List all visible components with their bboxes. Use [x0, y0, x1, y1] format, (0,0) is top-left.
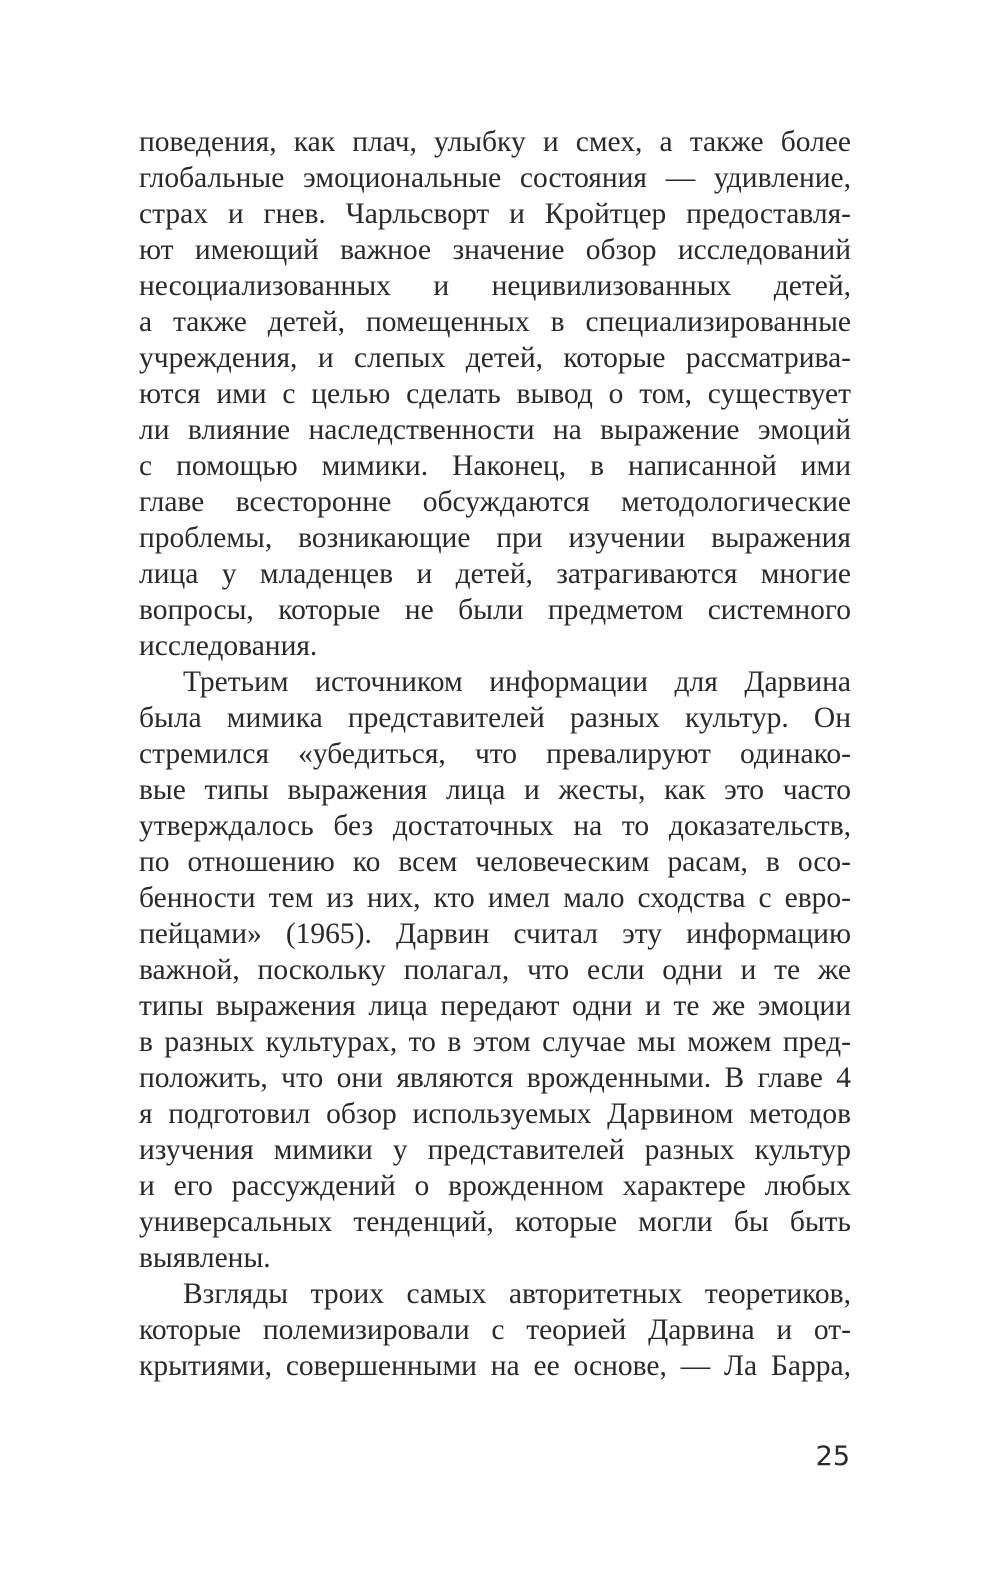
text-line: положить, что они являются врожденными. В главе 4 [139, 1062, 851, 1094]
text-line: лица у младенцев и детей, затрагиваются многие [139, 558, 851, 590]
paragraph-1 [139, 124, 851, 664]
text-line: была мимика представителей разных культур. Он [139, 702, 851, 734]
text-line: которые полемизировали с теорией Дарвина и от- [139, 1314, 851, 1346]
text-line: пейцами» (1965). Дарвин считал эту информацию [139, 918, 851, 950]
text-line: ли влияние наследственности на выражение эмоций [139, 414, 851, 446]
page-number: 25 [815, 1441, 850, 1472]
text-line: а также детей, помещенных в специализированные [139, 306, 851, 338]
paragraph-2 [139, 664, 851, 1276]
text-line: выявлены. [139, 1242, 271, 1274]
text-line: глобальные эмоциональные состояния — удивление, [139, 162, 851, 194]
text-line: поведения, как плач, улыбку и смех, а также более [139, 126, 851, 158]
text-line: несоциализованных и нецивилизованных детей, [139, 270, 851, 302]
paragraph-3 [139, 1276, 851, 1384]
text-line: Третьим источником информации для Дарвина [183, 666, 851, 698]
text-line: по отношению ко всем человеческим расам, в осо- [139, 846, 851, 878]
text-line: ются ими с целью сделать вывод о том, существует [139, 378, 851, 410]
text-line: изучения мимики у представителей разных культур [139, 1134, 851, 1166]
text-line: вопросы, которые не были предметом системного [139, 594, 851, 626]
text-line: важной, поскольку полагал, что если одни и те же [139, 954, 851, 986]
text-line: я подготовил обзор используемых Дарвином методов [139, 1098, 851, 1130]
text-line: в разных культурах, то в этом случае мы можем пред- [139, 1026, 851, 1058]
text-line: страх и гнев. Чарльсворт и Кройтцер предоставля- [139, 198, 851, 230]
text-line: вые типы выражения лица и жесты, как это часто [139, 774, 851, 806]
text-line: учреждения, и слепых детей, которые рассматрива- [139, 342, 851, 374]
text-line: универсальных тенденций, которые могли бы быть [139, 1206, 851, 1238]
text-line: типы выражения лица передают одни и те же эмоции [139, 990, 851, 1022]
text-line: главе всесторонне обсуждаются методологические [139, 486, 851, 518]
text-line: ют имеющий важное значение обзор исследований [139, 234, 851, 266]
text-line: исследования. [139, 630, 318, 662]
body-text [139, 124, 851, 1384]
text-line: и его рассуждений о врожденном характере любых [139, 1170, 851, 1202]
text-line: Взгляды троих самых авторитетных теоретиков, [183, 1278, 851, 1310]
text-line: стремился «убедиться, что превалируют одинако- [139, 738, 851, 770]
text-line: бенности тем из них, кто имел мало сходства с евро- [139, 882, 851, 914]
text-line: с помощью мимики. Наконец, в написанной ими [139, 450, 851, 482]
text-line: крытиями, совершенными на ее основе, — Ла Барра, [139, 1350, 851, 1382]
text-line: проблемы, возникающие при изучении выражения [139, 522, 851, 554]
text-line: утверждалось без достаточных на то доказательств, [139, 810, 851, 842]
